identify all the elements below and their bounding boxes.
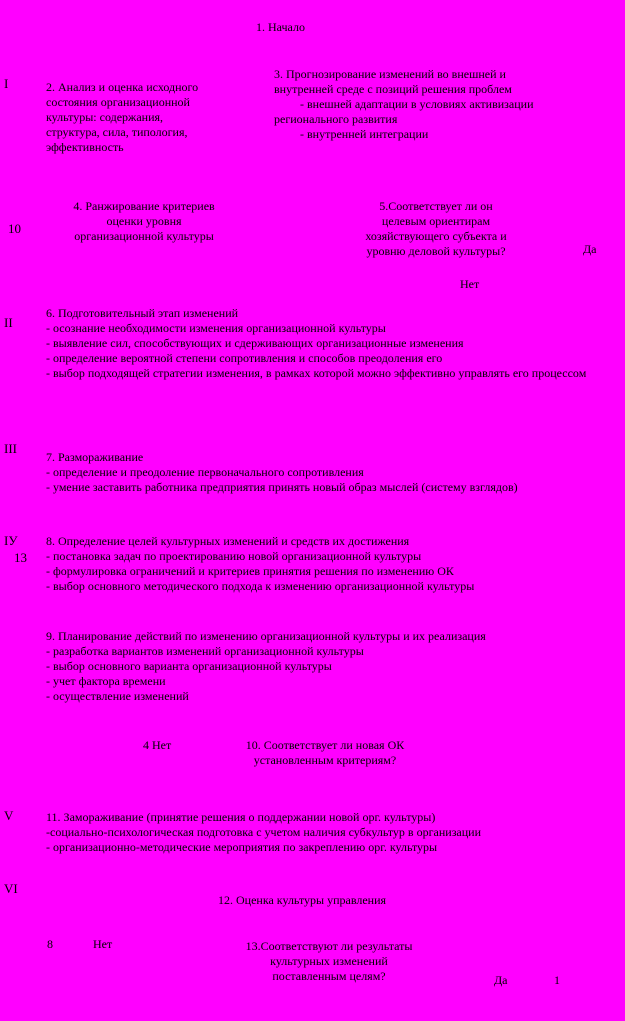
node-11-line: - организационно-методические мероприятия по закреплению орг. культуры	[46, 840, 438, 854]
node-3-line: 3. Прогнозирование изменений во внешней и	[274, 67, 506, 81]
node-5-yes-label: Да	[583, 242, 597, 256]
node-5-line: 5.Соответствует ли он	[379, 199, 493, 213]
node-5-no-label: Нет	[460, 277, 480, 291]
node-4-line: 4. Ранжирование критериев	[73, 199, 215, 213]
node-10-line: установленным критериям?	[253, 753, 397, 767]
node-13-no-label: Нет	[93, 937, 113, 951]
node-11-line: 11. Замораживание (принятие решения о поддержании новой орг. культуры)	[46, 810, 436, 824]
node-11-freezing	[46, 810, 481, 855]
node-8-line: - постановка задач по проектированию новой организационной культуры	[46, 549, 422, 563]
stage-label-i: I	[4, 76, 9, 91]
node-7-line: - определение и преодоление первоначального сопротивления	[46, 465, 364, 479]
node-9-line: 9. Планирование действий по изменению организационной культуры и их реализация	[46, 629, 486, 643]
node-12-evaluation: 12. Оценка культуры управления	[218, 893, 387, 907]
stage-label-iii: III	[4, 441, 17, 456]
node-2-line: состояния организационной	[46, 95, 190, 109]
node-11-line: -социально-психологическая подготовка с учетом наличия субкультур в организации	[46, 825, 482, 839]
node-4-line: организационной культуры	[74, 229, 214, 243]
node-13-result-check	[218, 939, 440, 984]
connector-label-1: 1	[554, 973, 560, 987]
node-6-line: - осознание необходимости изменения организационной культуры	[46, 321, 386, 335]
node-10-check	[220, 738, 430, 768]
node-6-preparation	[46, 306, 602, 381]
node-5-line: целевым ориентирам	[381, 214, 491, 228]
node-2-line: эффективность	[46, 140, 124, 154]
node-9-line: - разработка вариантов изменений организационной культуры	[46, 644, 364, 658]
node-5-line: уровню деловой культуры?	[366, 244, 506, 258]
node-3-line: - внешней адаптации в условиях активизации	[300, 97, 534, 111]
node-6-line: - выявление сил, способствующих и сдерживающих организационные изменения	[46, 336, 464, 350]
node-5-decision	[338, 199, 534, 259]
node-9-line: - выбор основного варианта организационной культуры	[46, 659, 332, 673]
node-1-start: 1. Начало	[256, 20, 305, 34]
node-3-line: внутренней среде с позиций решения проблем	[274, 82, 512, 96]
node-7-line: - умение заставить работника предприятия принять новый образ мыслей (систему взглядов)	[46, 480, 518, 494]
stage-label-iv: IУ	[4, 533, 18, 548]
node-2-line: 2. Анализ и оценка исходного	[46, 80, 199, 94]
node-13-line: культурных изменений	[270, 954, 388, 968]
node-9-line: - учет фактора времени	[46, 674, 166, 688]
node-10-line: 10. Соответствует ли новая ОК	[245, 738, 405, 752]
node-6-line: - выбор подходящей стратегии изменения, в рамках которой можно эффективно управлять его процессом	[46, 366, 587, 380]
connector-label-13: 13	[14, 550, 27, 565]
node-7-unfreezing	[46, 450, 518, 495]
node-2-line: структура, сила, типология,	[46, 125, 188, 139]
connector-label-10: 10	[8, 221, 21, 236]
node-6-line: - определение вероятной степени сопротивления и способов преодоления его	[46, 351, 443, 365]
node-7-line: 7. Размораживание	[46, 450, 144, 464]
node-5-line: хозяйствующего субъекта и	[365, 229, 507, 243]
node-9-planning	[46, 629, 486, 704]
node-9-line: - осуществление изменений	[46, 689, 189, 703]
node-3-line: - внутренней интеграции	[300, 127, 429, 141]
node-13-yes-label: Да	[494, 973, 508, 987]
node-8-line: 8. Определение целей культурных изменений и средств их достижения	[46, 534, 410, 548]
stage-label-ii: II	[4, 315, 13, 330]
node-4-line: оценки уровня	[106, 214, 182, 228]
node-2-analysis	[46, 80, 198, 155]
node-3-forecast	[274, 67, 534, 142]
node-13-line: 13.Соответствуют ли результаты	[245, 939, 413, 953]
stage-label-vi: VI	[4, 881, 18, 896]
node-10-no-label: 4 Нет	[143, 738, 172, 752]
node-2-line: культуры: содержания,	[46, 110, 164, 124]
connector-label-8: 8	[47, 937, 53, 951]
node-6-line: 6. Подготовительный этап изменений	[46, 306, 239, 320]
node-8-line: - формулировка ограничений и критериев принятия решения по изменению ОК	[46, 564, 454, 578]
node-8-line: - выбор основного методического подхода к изменению организационной культуры	[46, 579, 475, 593]
node-8-goals	[46, 534, 474, 594]
node-3-line: регионального развития	[274, 112, 398, 126]
stage-label-v: V	[4, 808, 14, 823]
node-13-line: поставленным целям?	[272, 969, 386, 983]
node-4-ranking	[46, 199, 242, 244]
